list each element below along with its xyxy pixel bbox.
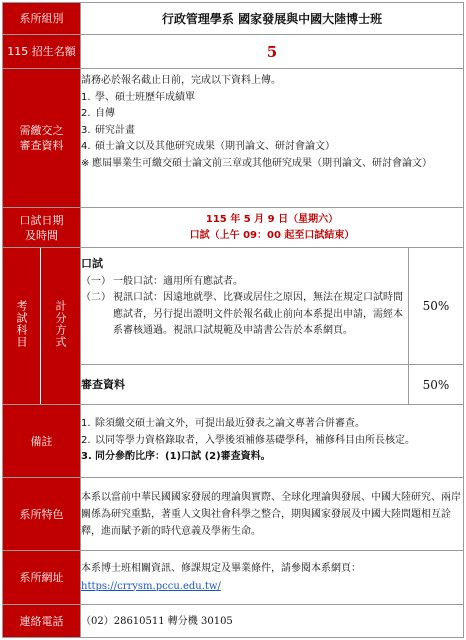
list-item xyxy=(81,139,463,156)
remarks-content xyxy=(81,405,464,478)
exam-date-label-line2: 及時間 xyxy=(25,228,58,242)
note-marker: ※ xyxy=(81,157,90,169)
subjects-label xyxy=(3,248,41,405)
oral-exam-content xyxy=(81,248,409,365)
list-item xyxy=(81,416,463,433)
documents-label-line1: 需繳交之 xyxy=(19,124,64,137)
remarks-label: 備註 xyxy=(3,405,81,478)
admission-table xyxy=(2,2,464,638)
quota-label: 115 招生名額 xyxy=(3,35,81,69)
documents-label xyxy=(3,69,81,208)
list-text: 研究計畫 xyxy=(95,124,135,136)
list-item xyxy=(81,106,463,123)
list-marker: 2. xyxy=(81,434,91,446)
website-link[interactable]: https://crrysm.pccu.edu.tw/ xyxy=(81,580,221,592)
list-marker: 2. xyxy=(81,108,91,119)
documents-row xyxy=(3,69,464,208)
list-item xyxy=(81,123,463,140)
exam-time: 口試（上午 09：00 起至口試結束） xyxy=(189,229,355,241)
list-text: 同分參酌比序：(1)口試 (2)審查資料。 xyxy=(95,451,271,463)
oral-item-marker: （二） xyxy=(81,292,111,303)
oral-exam-item xyxy=(81,290,408,340)
oral-exam-title: 口試 xyxy=(81,257,103,270)
quota-row xyxy=(3,35,464,69)
website-content xyxy=(81,551,464,605)
exam-date-row xyxy=(3,208,464,248)
quota-value: 5 xyxy=(81,35,464,69)
website-row xyxy=(3,551,464,605)
oral-exam-row xyxy=(3,248,464,365)
remarks-row xyxy=(3,405,464,478)
remarks-list xyxy=(81,416,463,466)
list-text: 除須繳交碩士論文外，可提出最近發表之論文專著合併審查。 xyxy=(95,418,365,430)
oral-item-text: 一般口試：適用所有應試者。 xyxy=(113,275,243,287)
review-title: 審查資料 xyxy=(81,365,409,405)
weighting-label-text: 計分方式 xyxy=(54,300,67,348)
features-row xyxy=(3,478,464,551)
contact-phone: （02）28610511 轉分機 30105 xyxy=(81,605,464,638)
list-marker: 4. xyxy=(81,141,91,152)
list-marker: 1. xyxy=(81,418,91,430)
exam-date-label xyxy=(3,208,81,248)
subjects-label-text: 考試科目 xyxy=(15,300,28,348)
oral-exam-weight: 50% xyxy=(409,248,464,365)
documents-note xyxy=(81,156,463,173)
list-item xyxy=(81,449,463,466)
list-text: 碩士論文以及其他研究成果（期刊論文、研討會論文） xyxy=(95,141,335,152)
oral-item-marker: （一） xyxy=(81,275,111,287)
website-label: 系所網址 xyxy=(3,551,81,605)
list-text: 自傳 xyxy=(95,108,115,119)
documents-label-line2: 審查資料 xyxy=(19,139,64,152)
exam-date: 115 年 5 月 9 日（星期六） xyxy=(205,213,339,225)
list-item xyxy=(81,433,463,450)
documents-content xyxy=(81,69,464,208)
weighting-label xyxy=(41,248,81,405)
features-label: 系所特色 xyxy=(3,478,81,551)
review-weight: 50% xyxy=(409,365,464,405)
note-text: 應屆畢業生可繳交碩士論文前三章或其他研究成果（期刊論文、研討會論文） xyxy=(92,157,432,169)
exam-date-label-line1: 口試日期 xyxy=(19,213,64,227)
contact-label: 連絡電話 xyxy=(3,605,81,638)
website-text: 本系博士班相關資訊、修課規定及畢業條件，請參閱本系網頁： xyxy=(81,562,361,574)
list-marker: 1. xyxy=(81,91,91,103)
oral-exam-item xyxy=(81,274,408,291)
department-row xyxy=(3,3,464,35)
features-text: 本系以當前中華民國國家發展的理論與實際、全球化理論與發展、中國大陸研究、兩岸關係為研究重點，著重人文與社會科學之整合，期與國家發展及中國大陸問題相互詮釋，進而賦予新的時代意義及學術生命。 xyxy=(81,478,464,551)
list-text: 學、碩士班歷年成績單 xyxy=(95,91,195,103)
contact-row xyxy=(3,605,464,638)
list-marker: 3. xyxy=(81,124,91,136)
exam-date-content xyxy=(81,208,464,248)
documents-list xyxy=(81,90,463,156)
department-name: 行政管理學系 國家發展與中國大陸博士班 xyxy=(81,3,464,35)
list-marker: 3. xyxy=(81,451,92,463)
department-label: 系所組別 xyxy=(3,3,81,35)
oral-item-text: 視訊口試：因遠地就學、比賽或居住之原因，無法在規定口試時間應試者，另行提出證明文件於報名截止前向本系提出申請，需經本系審核通過。視訊口試規範及申請書公告於本系網頁。 xyxy=(113,292,403,336)
list-item xyxy=(81,90,463,107)
list-text: 以同等學力資格錄取者，入學後須補修基礎學科，補修科目由所長核定。 xyxy=(95,434,415,446)
documents-intro: 請務必於報名截止日前，完成以下資料上傳。 xyxy=(81,75,281,86)
